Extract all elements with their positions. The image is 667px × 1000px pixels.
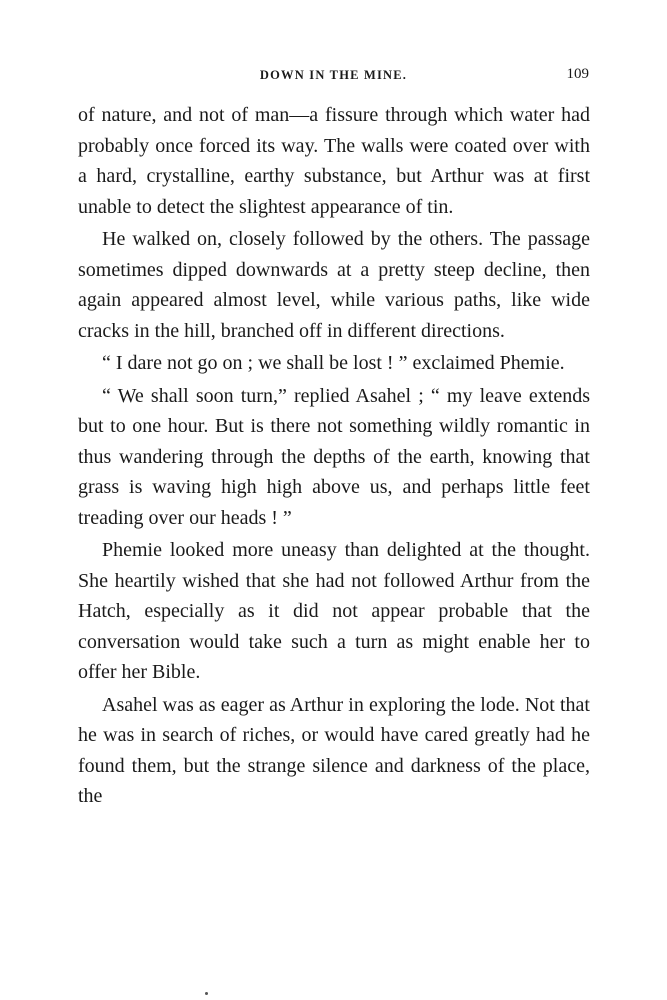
- ink-speck: [205, 992, 208, 995]
- paragraph-3: “ I dare not go on ; we shall be lost ! ” exclaimed Phemie.: [102, 352, 565, 374]
- running-title: DOWN IN THE MINE.: [259, 68, 408, 82]
- body-text: [78, 100, 590, 812]
- paragraph-1: of nature, and not of man—a fissure through which water had probably once forced its way. The walls were coated over with a hard, crystalline, earthy substance, but Arthur was at first unable to detect the slightest appearance of tin.: [78, 104, 590, 218]
- page-number: 109: [566, 66, 589, 82]
- running-head: [0, 66, 667, 86]
- paragraph-2: He walked on, closely followed by the others. The passage sometimes dipped downwards at a pretty steep decline, then again appeared almost level, while various paths, like wide cracks in the hill, branched off in different directions.: [78, 228, 590, 342]
- paragraph-6: Asahel was as eager as Arthur in exploring the lode. Not that he was in search of riches, or would have cared greatly had he found them, but the strange silence and darkness of the place, the: [78, 693, 590, 807]
- paragraph-5: Phemie looked more uneasy than delighted at the thought. She heartily wished that she had not followed Arthur from the Hatch, especially as it did not appear probable that the conversation would take such a turn as might enable her to offer her Bible.: [78, 539, 590, 683]
- paragraph-4: “ We shall soon turn,” replied Asahel ; “ my leave extends but to one hour. But is there not something wildly romantic in thus wandering through the depths of the earth, knowing that grass is waving high high above us, and perhaps little feet treading over our heads ! ”: [78, 384, 590, 529]
